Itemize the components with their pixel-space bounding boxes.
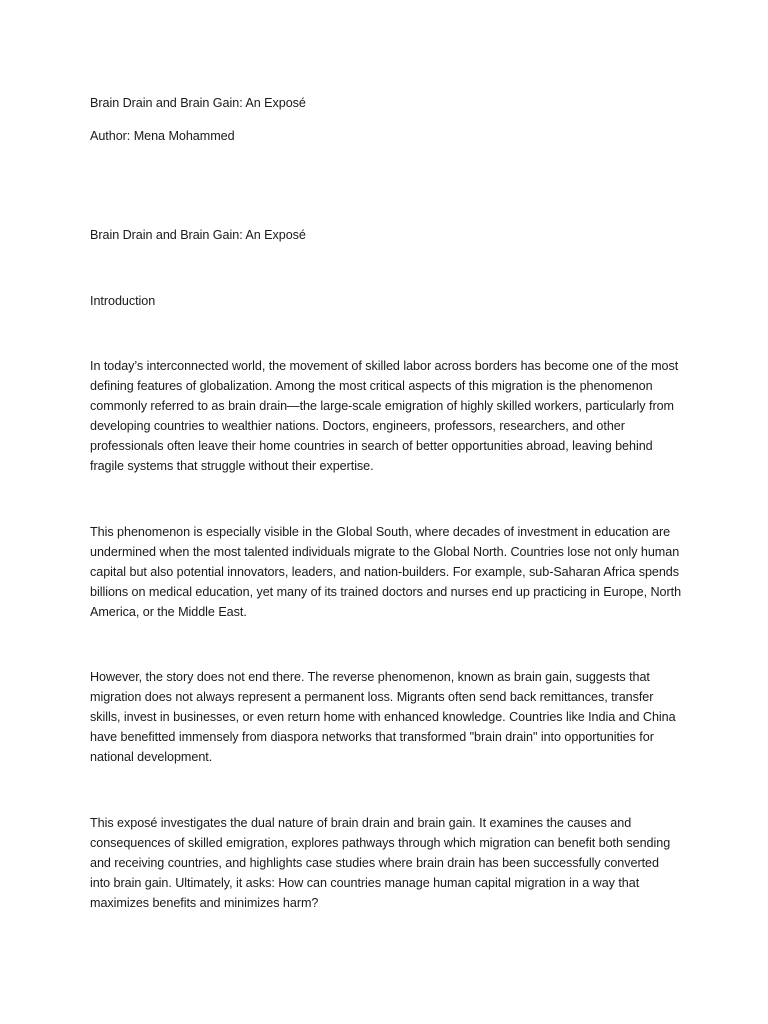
document-title-repeat: Brain Drain and Brain Gain: An Exposé [90,228,306,242]
author-line: Author: Mena Mohammed [90,129,235,143]
paragraph-2: This phenomenon is especially visible in the Global South, where decades of investment in education are undermined when the most talented individuals migrate to the Global North. Countries lose not only human capital but also potential innovators, leaders, and nation-builders. For example, sub-Saharan Africa spends billions on medical education, yet many of its trained doctors and nurses end up practicing in Europe, North America, or the Middle East. [90,525,682,619]
document-title: Brain Drain and Brain Gain: An Exposé [90,96,306,110]
paragraph-4: This exposé investigates the dual nature of brain drain and brain gain. It examines the causes and consequences of skilled emigration, explores pathways through which migration can benefit both sending and receiving countries, and highlights case studies where brain drain has been successfully converted into brain gain. Ultimately, it asks: How can countries manage human capital migration in a way that maximizes benefits and minimizes harm? [90,816,671,910]
section-heading-introduction: Introduction [90,294,156,308]
document-page [90,0,690,1024]
paragraph-1: In today’s interconnected world, the movement of skilled labor across borders has become one of the most defining features of globalization. Among the most critical aspects of this migration is the phenomenon commonly referred to as brain drain—the large-scale emigration of highly skilled workers, particularly from developing countries to wealthier nations. Doctors, engineers, professors, researchers, and other professionals often leave their home countries in search of better opportunities abroad, leaving behind fragile systems that struggle without their expertise. [90,359,679,473]
paragraph-3: However, the story does not end there. The reverse phenomenon, known as brain gain, suggests that migration does not always represent a permanent loss. Migrants often send back remittances, transfer skills, invest in businesses, or even return home with enhanced knowledge. Countries like India and China have benefitted immensely from diaspora networks that transformed "brain drain" into opportunities for national development. [90,670,676,764]
